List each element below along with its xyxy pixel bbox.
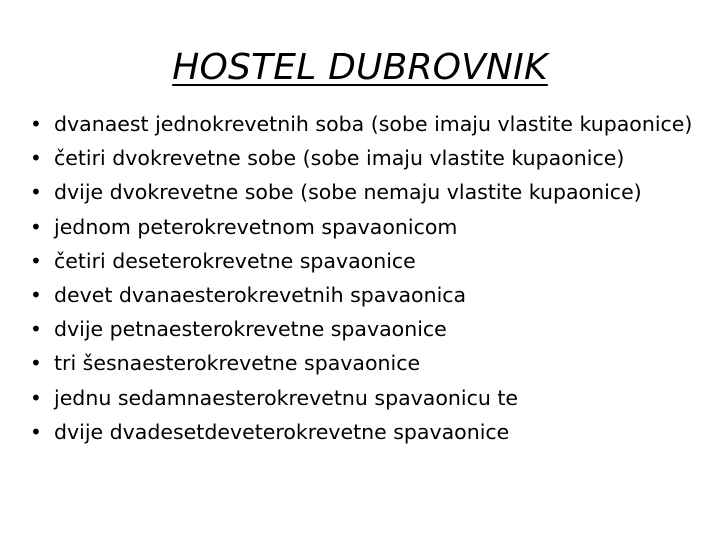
bullet-item [30,144,700,173]
bullet-item [30,384,700,413]
bullet-icon: • [30,214,42,239]
bullet-icon: • [30,385,42,410]
slide-title: HOSTEL DUBROVNIK [172,47,548,88]
bullet-icon: • [30,180,42,205]
bullet-item [30,247,700,276]
bullet-text: četiri dvokrevetne sobe (sobe imaju vlastite kupaonice) [54,146,625,171]
bullet-icon: • [30,146,42,171]
bullet-item [30,315,700,344]
bullet-text: dvije dvadesetdeveterokrevetne spavaonice [54,419,510,444]
bullet-list [30,110,700,452]
bullet-text: dvije dvokrevetne sobe (sobe nemaju vlastite kupaonice) [54,180,642,205]
bullet-item [30,349,700,378]
bullet-item [30,110,700,139]
bullet-text: četiri deseterokrevetne spavaonice [54,248,416,273]
bullet-icon: • [30,248,42,273]
bullet-text: dvije petnaesterokrevetne spavaonice [54,317,447,342]
bullet-item [30,418,700,447]
bullet-item [30,178,700,207]
bullet-text: tri šesnaesterokrevetne spavaonice [54,351,421,376]
bullet-text: jednu sedamnaesterokrevetnu spavaonicu te [54,385,519,410]
bullet-text: jednom peterokrevetnom spavaonicom [54,214,458,239]
bullet-icon: • [30,317,42,342]
bullet-icon: • [30,112,42,136]
bullet-text: dvanaest jednokrevetnih soba (sobe imaju vlastite kupaonice) [54,112,693,136]
bullet-text: devet dvanaesterokrevetnih spavaonica [54,282,467,307]
bullet-icon: • [30,419,42,444]
bullet-icon: • [30,351,42,376]
bullet-icon: • [30,282,42,307]
bullet-item [30,281,700,310]
bullet-item [30,213,700,242]
